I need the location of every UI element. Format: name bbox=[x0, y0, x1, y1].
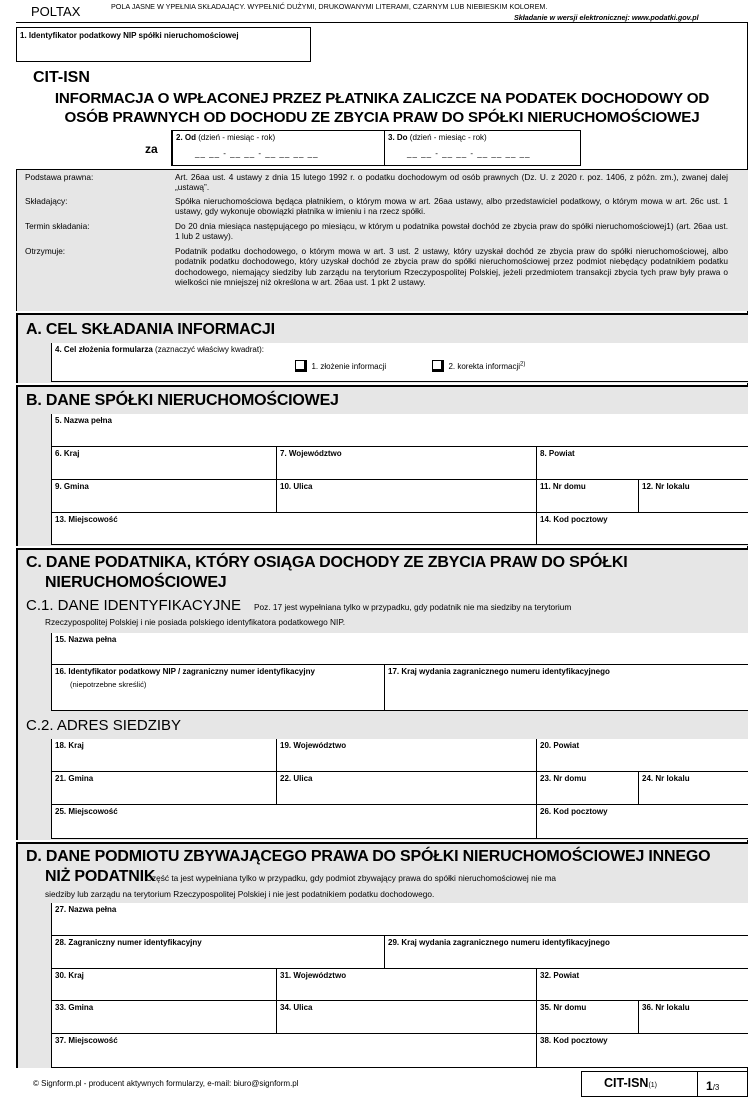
field-24[interactable] bbox=[638, 772, 748, 805]
field-label: 8. Powiat bbox=[540, 449, 575, 458]
za-label: za bbox=[145, 142, 158, 156]
field-26[interactable] bbox=[536, 805, 748, 839]
footer-credit: © Signform.pl - producent aktywnych formularzy, e-mail: biuro@signform.pl bbox=[33, 1079, 299, 1088]
page-total: /3 bbox=[712, 1083, 720, 1092]
option-submission[interactable] bbox=[295, 360, 386, 372]
footer-form-code: CIT-ISN bbox=[604, 1076, 649, 1090]
field-16[interactable] bbox=[51, 665, 384, 711]
info-value: Art. 26aa ust. 4 ustawy z dnia 15 lutego 1992 r. o podatku dochodowym od osób prawnych (Dz. U. z 2020 r. poz. 1406, z późn. zm.), zwanej dalej „ustawą”. bbox=[175, 172, 728, 193]
section-a bbox=[16, 313, 748, 383]
field-27[interactable] bbox=[51, 903, 748, 936]
c1-title: C.1. DANE IDENTYFIKACYJNE bbox=[26, 597, 242, 614]
electronic-filing-note: Składanie w wersji elektronicznej: www.podatki.gov.pl bbox=[514, 13, 699, 22]
field-label: 19. Województwo bbox=[280, 741, 347, 750]
field-28[interactable] bbox=[51, 936, 384, 969]
field-label: 32. Powiat bbox=[540, 971, 580, 980]
option-correction-label: 2. korekta informacji bbox=[448, 362, 521, 371]
field-label: 38. Kod pocztowy bbox=[540, 1036, 608, 1045]
field-38[interactable] bbox=[536, 1034, 748, 1068]
footer-divider bbox=[697, 1072, 698, 1096]
field-label: 20. Powiat bbox=[540, 741, 580, 750]
footer-form-id bbox=[604, 1076, 657, 1090]
field-15[interactable] bbox=[51, 633, 748, 665]
date-from-mask: __ __ - __ __ - __ __ __ __ bbox=[195, 149, 319, 158]
section-d-note-line1: Część ta jest wypełniana tylko w przypadku, gdy podmiot zbywający prawa do spółki nieruchomościowej nie ma bbox=[146, 873, 556, 883]
field-label: 31. Województwo bbox=[280, 971, 347, 980]
info-value: Spółka nieruchomościowa będąca płatnikiem, o którym mowa w art. 26aa ustawy, albo przedstawiciel podatkowy, o którym mowa w art. 26c ust. 1 ustawy, gdy wykonuje obowiązki płatnika w imieniu i na rzecz spółki. bbox=[175, 196, 728, 217]
date-to-field[interactable] bbox=[384, 131, 580, 165]
field-label: 14. Kod pocztowy bbox=[540, 515, 608, 524]
field-label: 7. Województwo bbox=[280, 449, 342, 458]
date-from-hint: (dzień - miesiąc - rok) bbox=[196, 133, 276, 142]
purpose-hint: (zaznaczyć właściwy kwadrat): bbox=[152, 345, 264, 354]
field-14[interactable] bbox=[536, 513, 748, 545]
field-label: 24. Nr lokalu bbox=[642, 774, 690, 783]
form-title-line1: INFORMACJA O WPŁACONEJ PRZEZ PŁATNIKA ZALICZCE NA PODATEK DOCHODOWY OD bbox=[54, 90, 710, 107]
purpose-label: 4. Cel złożenia formularza bbox=[55, 345, 153, 354]
field-9[interactable] bbox=[51, 480, 276, 513]
field-label: 11. Nr domu bbox=[540, 482, 586, 491]
field-6[interactable] bbox=[51, 447, 276, 480]
info-block bbox=[16, 169, 748, 311]
field-label: 37. Miejscowość bbox=[55, 1036, 118, 1045]
fill-notice: POLA JASNE W YPEŁNIA SKŁADAJĄCY. WYPEŁNIĆ DUŻYMI, DRUKOWANYMI LITERAMI, CZARNYM LUB NIEBIESKIM KOLOREM. bbox=[111, 2, 548, 11]
field-37[interactable] bbox=[51, 1034, 536, 1068]
c1-note-line2: Rzeczypospolitej Polskiej i nie posiada polskiego identyfikatora podatkowego NIP. bbox=[45, 617, 346, 627]
field-33[interactable] bbox=[51, 1001, 276, 1034]
c1-note-line1: Poz. 17 jest wypełniana tylko w przypadku, gdy podatnik nie ma siedziby na terytorium bbox=[254, 602, 572, 612]
nip-field[interactable] bbox=[16, 27, 311, 62]
info-key: Podstawa prawna: bbox=[25, 172, 94, 182]
option-submission-label: 1. złożenie informacji bbox=[311, 362, 387, 371]
field-label: 6. Kraj bbox=[55, 449, 80, 458]
field-label: 10. Ulica bbox=[280, 482, 313, 491]
field-11[interactable] bbox=[536, 480, 638, 513]
field-7[interactable] bbox=[276, 447, 536, 480]
section-d-note-line2: siedziby lub zarządu na terytorium Rzeczypospolitej Polskiej i nie jest podatnikiem podatku dochodowego. bbox=[45, 889, 435, 899]
form-title-line2: OSÓB PRAWNYCH OD DOCHODU ZE ZBYCIA PRAW DO SPÓŁKI NIERUCHOMOŚCIOWEJ bbox=[64, 109, 700, 126]
field-label: 27. Nazwa pełna bbox=[55, 905, 117, 914]
field-label: 28. Zagraniczny numer identyfikacyjny bbox=[55, 938, 202, 947]
option-correction[interactable] bbox=[432, 360, 525, 372]
field-8[interactable] bbox=[536, 447, 748, 480]
field-label: 16. Identyfikator podatkowy NIP / zagraniczny numer identyfikacyjny bbox=[55, 667, 315, 676]
section-c-title-line2: NIERUCHOMOŚCIOWEJ bbox=[45, 574, 227, 591]
form-code: CIT-ISN bbox=[33, 69, 90, 86]
field-hint: (niepotrzebne skreślić) bbox=[70, 680, 147, 689]
field-label: 23. Nr domu bbox=[540, 774, 587, 783]
info-value: Podatnik podatku dochodowego, o którym mowa w art. 3 ust. 2 ustawy, który uzyskał dochód ze zbycia praw do spółki nieruchomościowej, albo podatnik podatku dochodowego, który uzyskał dochód ze zbycia praw do spółki nieruchomościowej przez podmiot niebędący podatnikiem podatku dochodowego, niemający siedziby lub zarządu na terytorium Rzeczypospolitej Polskiej, jeżeli przedmiotem transakcji zbycia tych praw były prawa o wielkości nie mniejszej niż określona w art. 26aa ust. 1 pkt 2 ustawy. bbox=[175, 246, 728, 288]
field-22[interactable] bbox=[276, 772, 536, 805]
section-c-title-line1: C. DANE PODATNIKA, KTÓRY OSIĄGA DOCHODY ZE ZBYCIA PRAW DO SPÓŁKI bbox=[26, 554, 628, 571]
checkbox-icon[interactable] bbox=[432, 360, 444, 372]
page-number bbox=[706, 1077, 719, 1095]
field-label: 22. Ulica bbox=[280, 774, 313, 783]
field-21[interactable] bbox=[51, 772, 276, 805]
field-label: 30. Kraj bbox=[55, 971, 84, 980]
field-label: 21. Gmina bbox=[55, 774, 94, 783]
info-key: Składający: bbox=[25, 196, 68, 206]
checkbox-icon[interactable] bbox=[295, 360, 307, 372]
field-5[interactable] bbox=[51, 414, 748, 447]
section-c bbox=[16, 548, 748, 840]
page-current: 1 bbox=[706, 1079, 713, 1093]
field-label: 36. Nr lokalu bbox=[642, 1003, 690, 1012]
field-32[interactable] bbox=[536, 969, 748, 1001]
nip-label: 1. Identyfikator podatkowy NIP spółki nieruchomościowej bbox=[20, 31, 239, 40]
field-31[interactable] bbox=[276, 969, 536, 1001]
field-label: 13. Miejscowość bbox=[55, 515, 118, 524]
brand: POLTAX bbox=[31, 4, 81, 19]
info-key: Termin składania: bbox=[25, 221, 90, 231]
field-20[interactable] bbox=[536, 739, 748, 772]
purpose-field[interactable] bbox=[51, 343, 748, 382]
section-d-title-line2: NIŻ PODATNIK bbox=[45, 868, 156, 885]
date-to-hint: (dzień - miesiąc - rok) bbox=[407, 133, 487, 142]
field-34[interactable] bbox=[276, 1001, 536, 1034]
c2-title: C.2. ADRES SIEDZIBY bbox=[26, 717, 182, 734]
field-label: 12. Nr lokalu bbox=[642, 482, 690, 491]
field-19[interactable] bbox=[276, 739, 536, 772]
footnote-ref: 2) bbox=[520, 361, 526, 368]
section-a-title: A. CEL SKŁADANIA INFORMACJI bbox=[26, 321, 275, 338]
date-from-field[interactable] bbox=[172, 131, 384, 165]
field-label: 5. Nazwa pełna bbox=[55, 416, 112, 425]
field-label: 34. Ulica bbox=[280, 1003, 313, 1012]
footer-form-version: (1) bbox=[648, 1082, 658, 1089]
field-18[interactable] bbox=[51, 739, 276, 772]
field-label: 25. Miejscowość bbox=[55, 807, 118, 816]
section-b-title: B. DANE SPÓŁKI NIERUCHOMOŚCIOWEJ bbox=[26, 392, 339, 409]
field-36[interactable] bbox=[638, 1001, 748, 1034]
field-17[interactable] bbox=[384, 665, 748, 711]
field-label: 17. Kraj wydania zagranicznego numeru identyfikacyjnego bbox=[388, 667, 610, 676]
info-key: Otrzymuje: bbox=[25, 246, 66, 256]
header-rule bbox=[16, 22, 748, 23]
date-from-label: 2. Od bbox=[176, 133, 197, 142]
field-35[interactable] bbox=[536, 1001, 638, 1034]
section-d bbox=[16, 842, 748, 1068]
footer-form-box bbox=[581, 1071, 748, 1097]
field-29[interactable] bbox=[384, 936, 748, 969]
field-label: 15. Nazwa pełna bbox=[55, 635, 117, 644]
field-30[interactable] bbox=[51, 969, 276, 1001]
field-25[interactable] bbox=[51, 805, 536, 839]
field-label: 29. Kraj wydania zagranicznego numeru identyfikacyjnego bbox=[388, 938, 610, 947]
field-23[interactable] bbox=[536, 772, 638, 805]
field-10[interactable] bbox=[276, 480, 536, 513]
date-to-label: 3. Do bbox=[388, 133, 408, 142]
info-value: Do 20 dnia miesiąca następującego po miesiącu, w którym u podatnika powstał dochód ze zbycia praw do spółki nieruchomościowej1) (art. 26aa ust. 1 lub 2 ustawy). bbox=[175, 221, 728, 242]
field-label: 35. Nr domu bbox=[540, 1003, 587, 1012]
date-to-mask: __ __ - __ __ - __ __ __ __ bbox=[407, 149, 531, 158]
field-12[interactable] bbox=[638, 480, 748, 513]
field-label: 33. Gmina bbox=[55, 1003, 94, 1012]
field-13[interactable] bbox=[51, 513, 536, 545]
section-d-title-line1: D. DANE PODMIOTU ZBYWAJĄCEGO PRAWA DO SPÓŁKI NIERUCHOMOŚCIOWEJ INNEGO bbox=[26, 848, 711, 865]
field-label: 9. Gmina bbox=[55, 482, 89, 491]
field-label: 26. Kod pocztowy bbox=[540, 807, 608, 816]
field-label: 18. Kraj bbox=[55, 741, 84, 750]
section-b bbox=[16, 385, 748, 546]
